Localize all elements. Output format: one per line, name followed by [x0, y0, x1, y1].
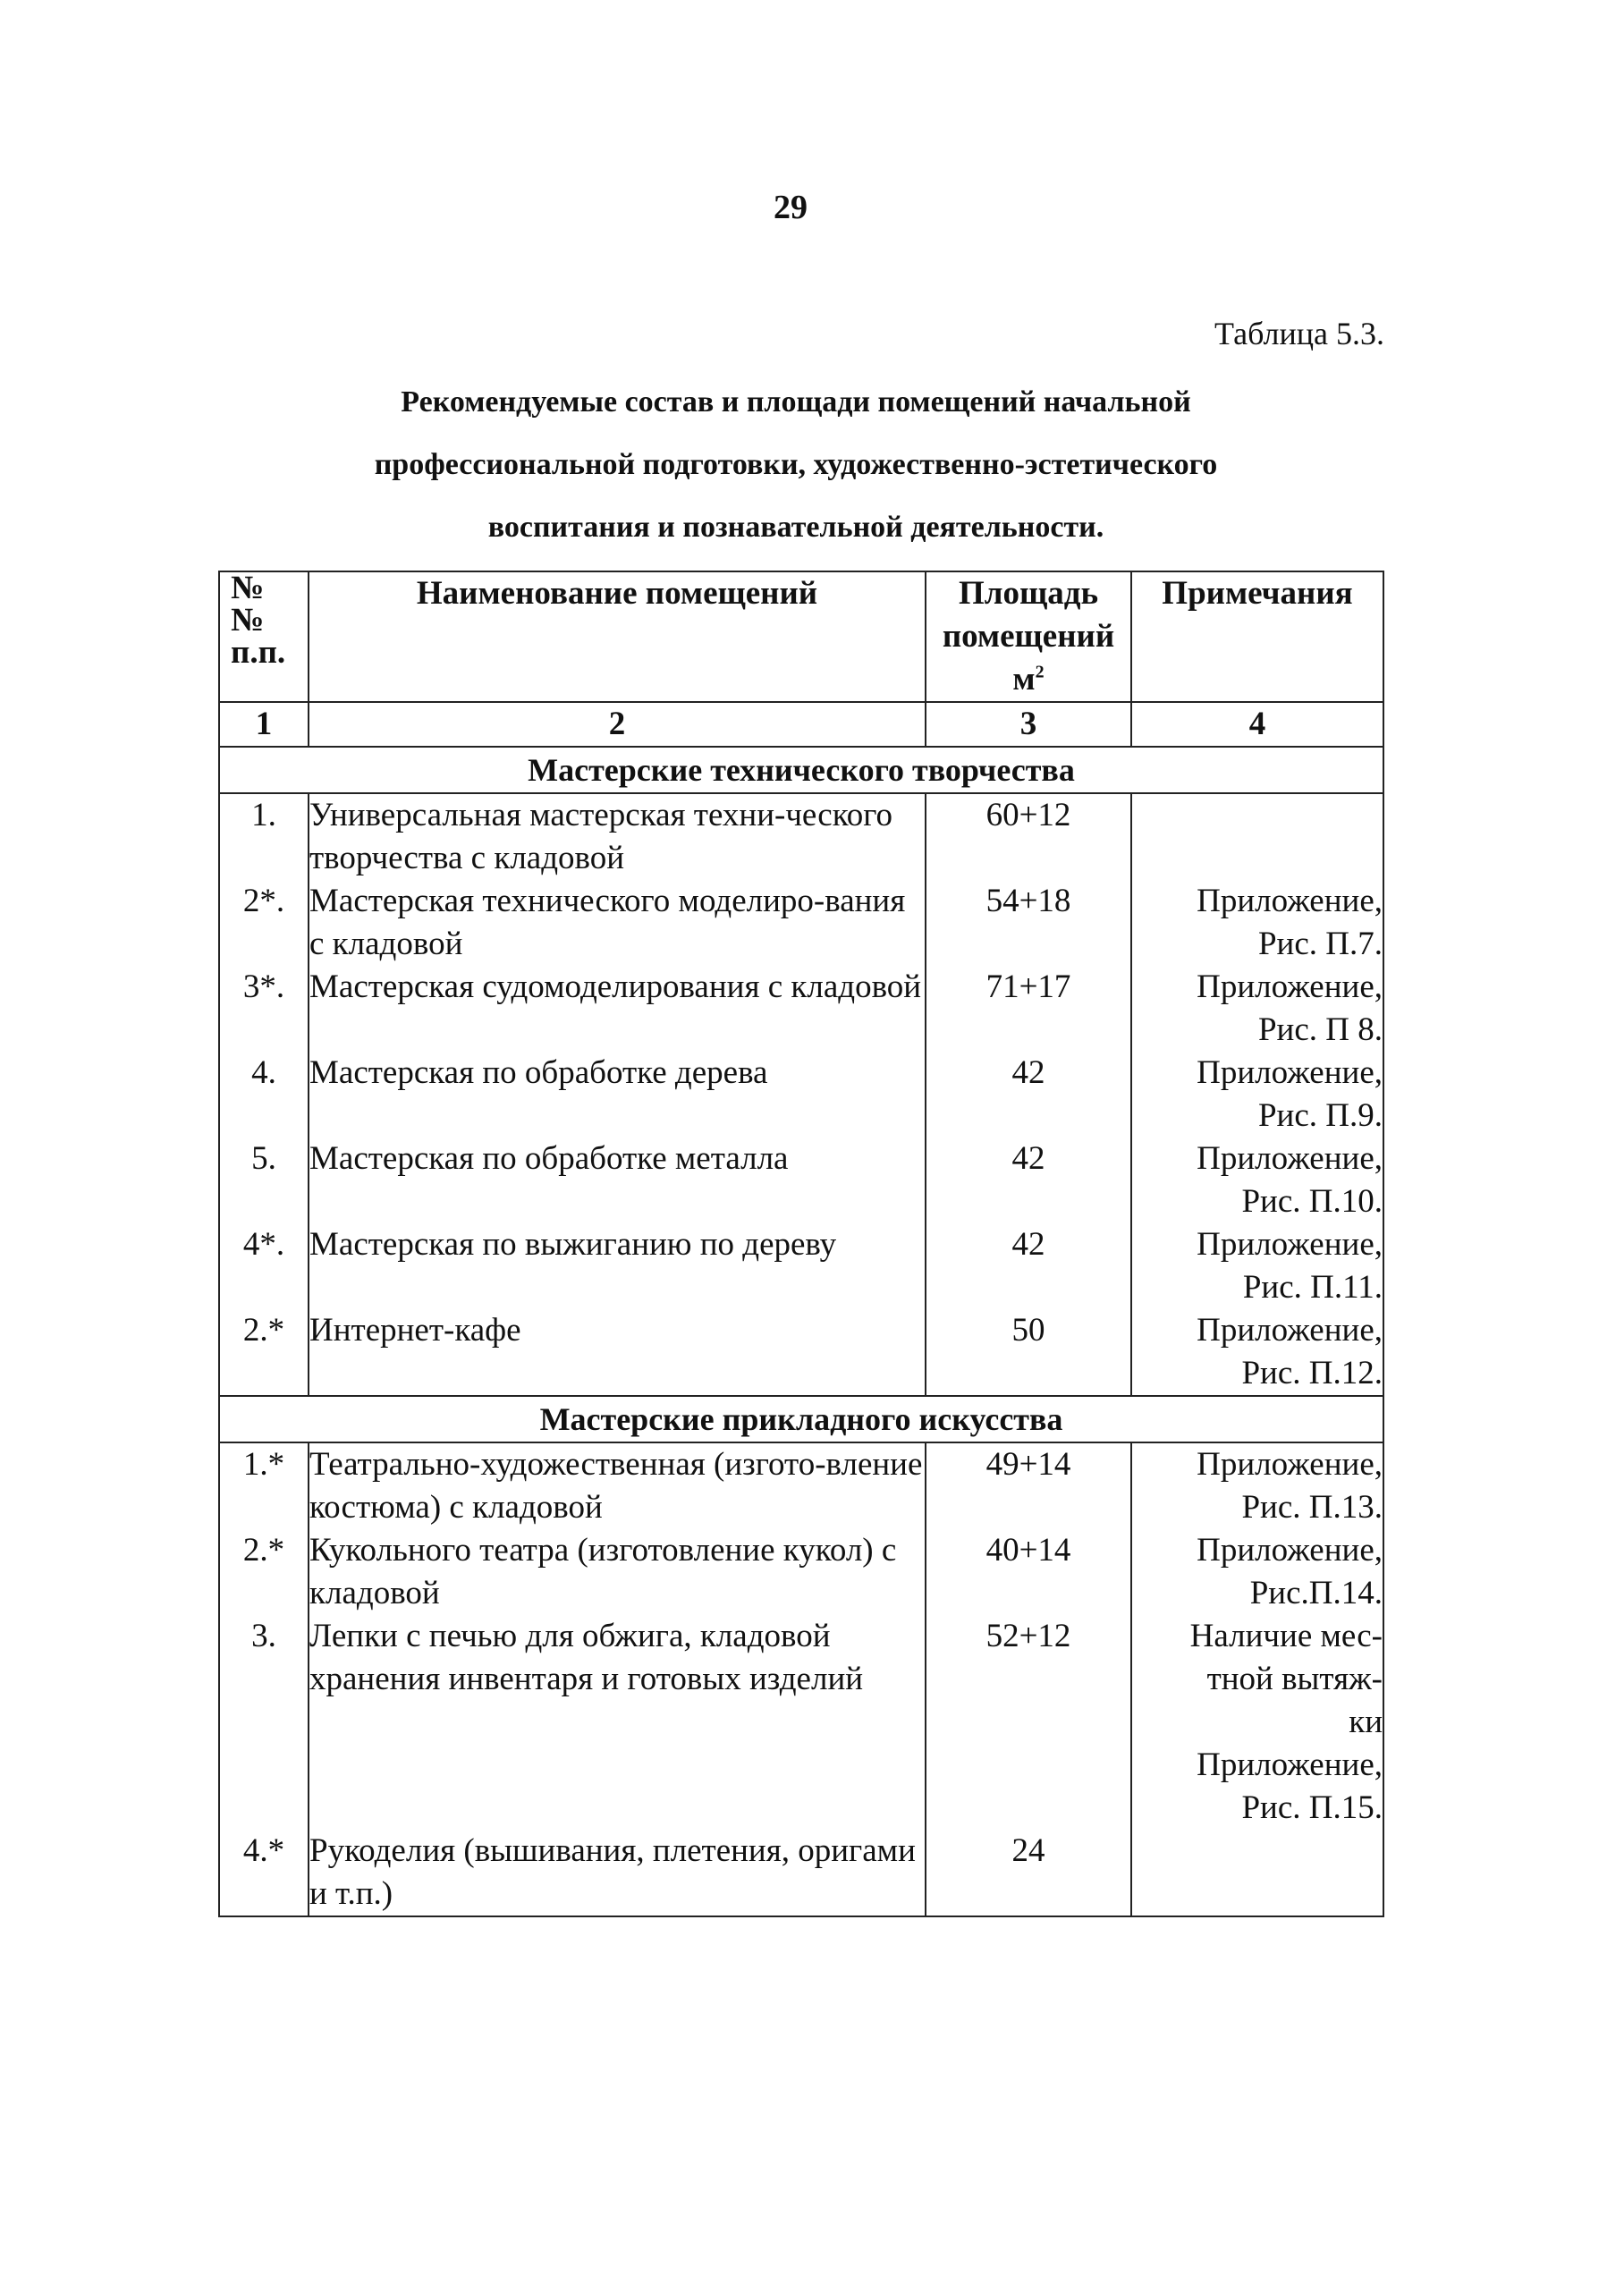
table-label: Таблица 5.3. [1214, 316, 1384, 351]
room-note-line: Приложение, [1197, 1746, 1383, 1783]
room-name: Рукоделия (вышивания, плетения, оригами и т.п.) [309, 1830, 926, 1916]
room-name: Мастерская по обработке металла [309, 1138, 926, 1223]
room-note-line: Рис. П.7. [1257, 926, 1383, 962]
room-note [1131, 1442, 1383, 1529]
table-row [219, 793, 1383, 880]
table-title-line: воспитания и познавательной деятельности. [487, 511, 1104, 544]
rooms-table [218, 571, 1384, 1917]
header-number [219, 571, 309, 702]
row-number: 2.* [219, 1529, 309, 1615]
room-name: Мастерская судомоделирования с кладовой [309, 966, 926, 1052]
header-area-unit-sup: 2 [1035, 662, 1045, 682]
room-note-line: Приложение, [1197, 1532, 1383, 1569]
room-note-line: Рис. П.10. [1241, 1183, 1383, 1220]
page-number: 29 [774, 189, 808, 226]
table-header-row [219, 571, 1383, 702]
column-number: 2 [309, 702, 926, 747]
row-number: 5. [219, 1138, 309, 1223]
row-number: 1.* [219, 1442, 309, 1529]
section-title: Мастерские технического творчества [219, 747, 1383, 793]
header-number-line: № [231, 570, 265, 606]
room-note-line: Рис. П 8. [1257, 1011, 1383, 1048]
rooms-table-body [219, 571, 1383, 1916]
room-note [1131, 1830, 1383, 1916]
room-note-line: Приложение, [1197, 1226, 1383, 1263]
room-area: 42 [926, 1223, 1131, 1309]
column-number-row [219, 702, 1383, 747]
column-number: 4 [1131, 702, 1383, 747]
room-area: 40+14 [926, 1529, 1131, 1615]
table-row [219, 1138, 1383, 1223]
room-name: Театрально-художественная (изгото-вление костюма) с кладовой [309, 1442, 926, 1529]
header-area-unit [926, 658, 1130, 701]
room-note-line: Рис. П.13. [1241, 1489, 1383, 1526]
header-area [926, 571, 1131, 702]
row-number: 4*. [219, 1223, 309, 1309]
room-note-line: Рис. П.15. [1241, 1789, 1383, 1826]
room-area: 42 [926, 1052, 1131, 1138]
table-row [219, 880, 1383, 966]
table-row [219, 1442, 1383, 1529]
room-note [1131, 1138, 1383, 1223]
room-note-line: Рис. П.9. [1257, 1097, 1383, 1134]
row-number: 3. [219, 1615, 309, 1830]
header-name: Наименование помещений [309, 571, 926, 702]
room-name: Мастерская по выжиганию по дереву [309, 1223, 926, 1309]
table-row [219, 1615, 1383, 1830]
header-number-line: п.п. [231, 634, 286, 671]
room-area: 49+14 [926, 1442, 1131, 1529]
section-header-row [219, 747, 1383, 793]
header-notes: Примечания [1131, 571, 1383, 702]
row-number: 3*. [219, 966, 309, 1052]
room-area: 71+17 [926, 966, 1131, 1052]
room-note [1131, 1529, 1383, 1615]
row-number: 4.* [219, 1830, 309, 1916]
room-area: 42 [926, 1138, 1131, 1223]
header-number-line: № [231, 602, 265, 639]
room-area: 50 [926, 1309, 1131, 1396]
table-row [219, 1529, 1383, 1615]
section-title: Мастерские прикладного искусства [219, 1396, 1383, 1442]
row-number: 2.* [219, 1309, 309, 1396]
room-note-line: Приложение, [1197, 1140, 1383, 1177]
room-area: 60+12 [926, 793, 1131, 880]
table-row [219, 1830, 1383, 1916]
header-area-unit-base: м [1012, 661, 1036, 698]
table-title-line: Рекомендуемые состав и площади помещений начальной [401, 385, 1191, 419]
room-note-line: ки [1349, 1704, 1383, 1740]
row-number: 4. [219, 1052, 309, 1138]
room-note-line: Рис.П.14. [1249, 1575, 1383, 1611]
room-note [1131, 793, 1383, 880]
room-note-line: тной вытяж- [1206, 1661, 1383, 1697]
room-note-line: Приложение, [1197, 1312, 1383, 1349]
room-note [1131, 1052, 1383, 1138]
header-area-line: Площадь [958, 575, 1099, 612]
table-row [219, 1309, 1383, 1396]
room-note [1131, 880, 1383, 966]
room-area: 52+12 [926, 1615, 1131, 1830]
room-note [1131, 1309, 1383, 1396]
room-note-line: Приложение, [1197, 1446, 1383, 1483]
room-note-line: Приложение, [1197, 1054, 1383, 1091]
section-header-row [219, 1396, 1383, 1442]
room-area: 24 [926, 1830, 1131, 1916]
room-name: Интернет-кафе [309, 1309, 926, 1396]
room-name: Лепки с печью для обжига, кладовой хранения инвентаря и готовых изделий [309, 1615, 926, 1830]
row-number: 1. [219, 793, 309, 880]
table-title-line: профессиональной подготовки, художественно-эстетического [374, 448, 1218, 481]
room-note [1131, 1615, 1383, 1830]
room-note-line: Наличие мес- [1189, 1618, 1383, 1654]
header-area-line: помещений [942, 618, 1115, 655]
row-number: 2*. [219, 880, 309, 966]
table-row [219, 1052, 1383, 1138]
room-name: Мастерская по обработке дерева [309, 1052, 926, 1138]
column-number: 1 [219, 702, 309, 747]
table-row [219, 1223, 1383, 1309]
room-note-line: Рис. П.11. [1242, 1269, 1383, 1306]
room-note-line: Рис. П.12. [1241, 1355, 1383, 1391]
column-number: 3 [926, 702, 1131, 747]
room-note [1131, 966, 1383, 1052]
room-note [1131, 1223, 1383, 1309]
room-name: Универсальная мастерская техни-ческого творчества с кладовой [309, 793, 926, 880]
room-note-line: Приложение, [1197, 968, 1383, 1005]
room-note-line: Приложение, [1197, 883, 1383, 919]
room-area: 54+18 [926, 880, 1131, 966]
table-title [206, 371, 1386, 559]
room-name: Мастерская технического моделиро-вания с кладовой [309, 880, 926, 966]
room-name: Кукольного театра (изготовление кукол) с кладовой [309, 1529, 926, 1615]
table-row [219, 966, 1383, 1052]
